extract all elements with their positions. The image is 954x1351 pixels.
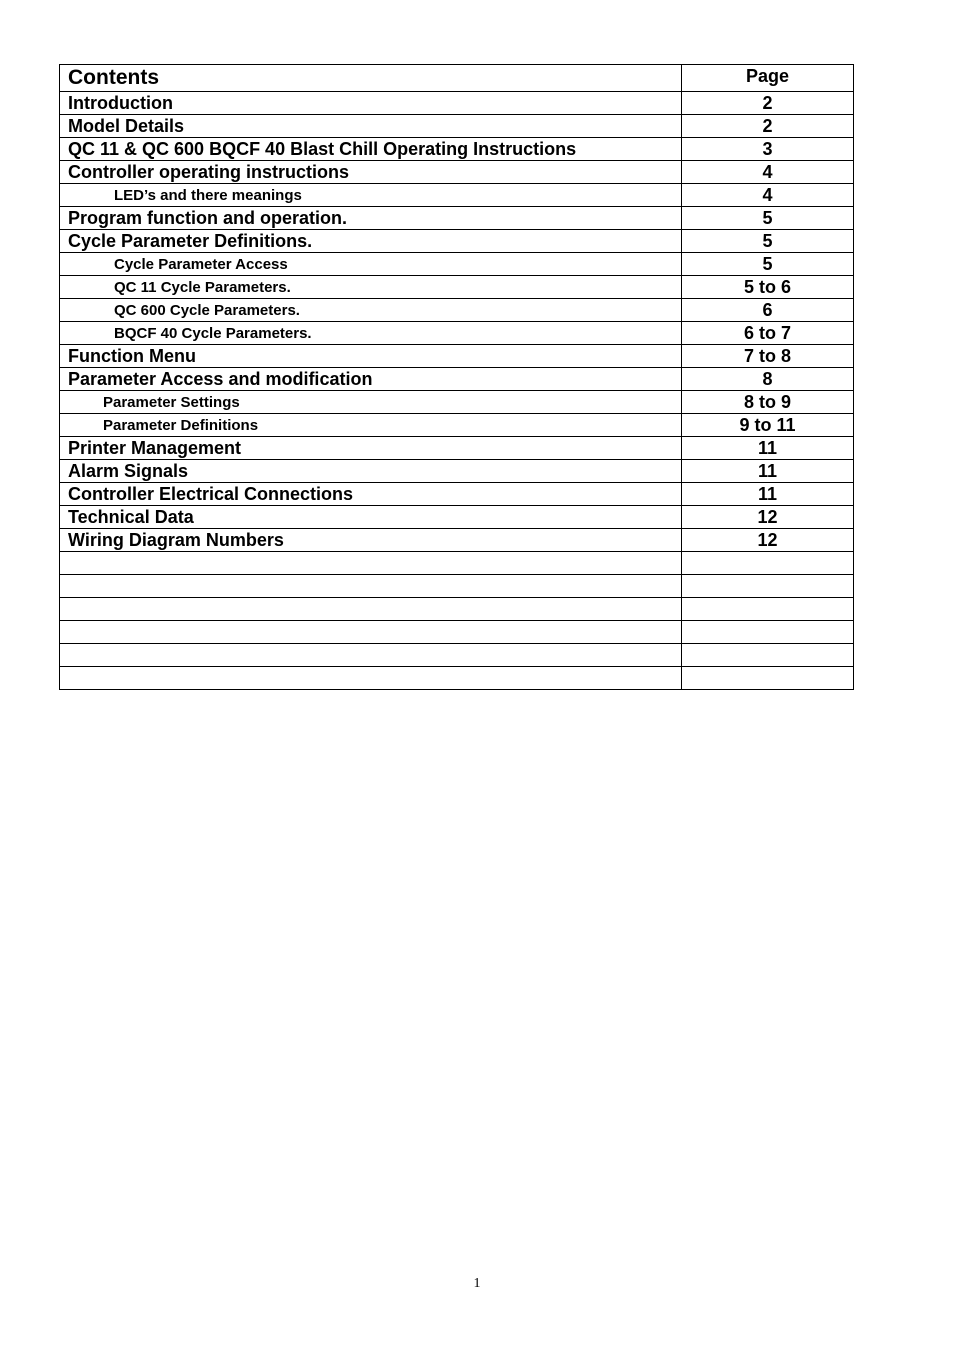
toc-entry-page: [682, 667, 854, 690]
toc-entry-title: [60, 667, 682, 690]
contents-header-row: [60, 65, 854, 92]
toc-row: [60, 529, 854, 552]
toc-row: [60, 161, 854, 184]
toc-row: [60, 483, 854, 506]
toc-entry-title: [60, 598, 682, 621]
toc-entry-page: 12: [682, 506, 854, 529]
toc-entry-title: Printer Management: [60, 437, 682, 460]
toc-entry-title: Introduction: [60, 92, 682, 115]
toc-entry-title: Technical Data: [60, 506, 682, 529]
toc-entry-title: Model Details: [60, 115, 682, 138]
toc-entry-page: [682, 575, 854, 598]
contents-table: [59, 64, 854, 690]
toc-entry-title: Controller Electrical Connections: [60, 483, 682, 506]
toc-entry-page: 6 to 7: [682, 322, 854, 345]
toc-entry-title: Controller operating instructions: [60, 161, 682, 184]
toc-row: [60, 230, 854, 253]
toc-entry-title: LED’s and there meanings: [60, 184, 682, 207]
toc-row: [60, 115, 854, 138]
toc-row: [60, 322, 854, 345]
toc-row: [60, 92, 854, 115]
toc-entry-page: 5: [682, 230, 854, 253]
toc-entry-page: 11: [682, 460, 854, 483]
toc-entry-title: [60, 644, 682, 667]
page-column-heading: Page: [682, 65, 854, 92]
toc-entry-page: 8: [682, 368, 854, 391]
toc-entry-page: 2: [682, 92, 854, 115]
toc-row: [60, 506, 854, 529]
toc-row: [60, 414, 854, 437]
page-number: 1: [473, 1276, 481, 1291]
toc-entry-page: 5: [682, 207, 854, 230]
toc-row: [60, 598, 854, 621]
toc-row: [60, 276, 854, 299]
toc-entry-title: Cycle Parameter Definitions.: [60, 230, 682, 253]
toc-entry-title: Function Menu: [60, 345, 682, 368]
toc-row: [60, 460, 854, 483]
toc-entry-page: 11: [682, 483, 854, 506]
toc-entry-page: 6: [682, 299, 854, 322]
toc-entry-title: [60, 552, 682, 575]
toc-row: [60, 621, 854, 644]
toc-entry-title: Alarm Signals: [60, 460, 682, 483]
toc-row: [60, 391, 854, 414]
toc-entry-title: QC 11 Cycle Parameters.: [60, 276, 682, 299]
toc-entry-page: [682, 598, 854, 621]
toc-entry-page: 4: [682, 184, 854, 207]
toc-entry-page: 5 to 6: [682, 276, 854, 299]
toc-entry-page: 11: [682, 437, 854, 460]
toc-entry-page: [682, 621, 854, 644]
toc-entry-title: [60, 621, 682, 644]
toc-entry-page: 9 to 11: [682, 414, 854, 437]
toc-entry-page: 3: [682, 138, 854, 161]
toc-entry-page: [682, 552, 854, 575]
toc-entry-page: 4: [682, 161, 854, 184]
toc-row: [60, 299, 854, 322]
contents-heading: Contents: [60, 65, 682, 92]
toc-row: [60, 575, 854, 598]
toc-entry-title: Parameter Access and modification: [60, 368, 682, 391]
toc-row: [60, 437, 854, 460]
toc-row: [60, 253, 854, 276]
toc-entry-title: QC 600 Cycle Parameters.: [60, 299, 682, 322]
toc-row: [60, 644, 854, 667]
toc-entry-page: 7 to 8: [682, 345, 854, 368]
toc-row: [60, 368, 854, 391]
toc-row: [60, 345, 854, 368]
toc-row: [60, 667, 854, 690]
toc-entry-page: [682, 644, 854, 667]
toc-entry-page: 2: [682, 115, 854, 138]
toc-row: [60, 207, 854, 230]
toc-row: [60, 184, 854, 207]
toc-entry-title: Program function and operation.: [60, 207, 682, 230]
toc-entry-title: Parameter Definitions: [60, 414, 682, 437]
toc-entry-title: Parameter Settings: [60, 391, 682, 414]
toc-entry-title: [60, 575, 682, 598]
toc-entry-title: QC 11 & QC 600 BQCF 40 Blast Chill Operating Instructions: [60, 138, 682, 161]
toc-entry-title: Wiring Diagram Numbers: [60, 529, 682, 552]
toc-entry-title: BQCF 40 Cycle Parameters.: [60, 322, 682, 345]
toc-row: [60, 138, 854, 161]
toc-entry-title: Cycle Parameter Access: [60, 253, 682, 276]
toc-entry-page: 8 to 9: [682, 391, 854, 414]
toc-row: [60, 552, 854, 575]
toc-entry-page: 5: [682, 253, 854, 276]
toc-entry-page: 12: [682, 529, 854, 552]
